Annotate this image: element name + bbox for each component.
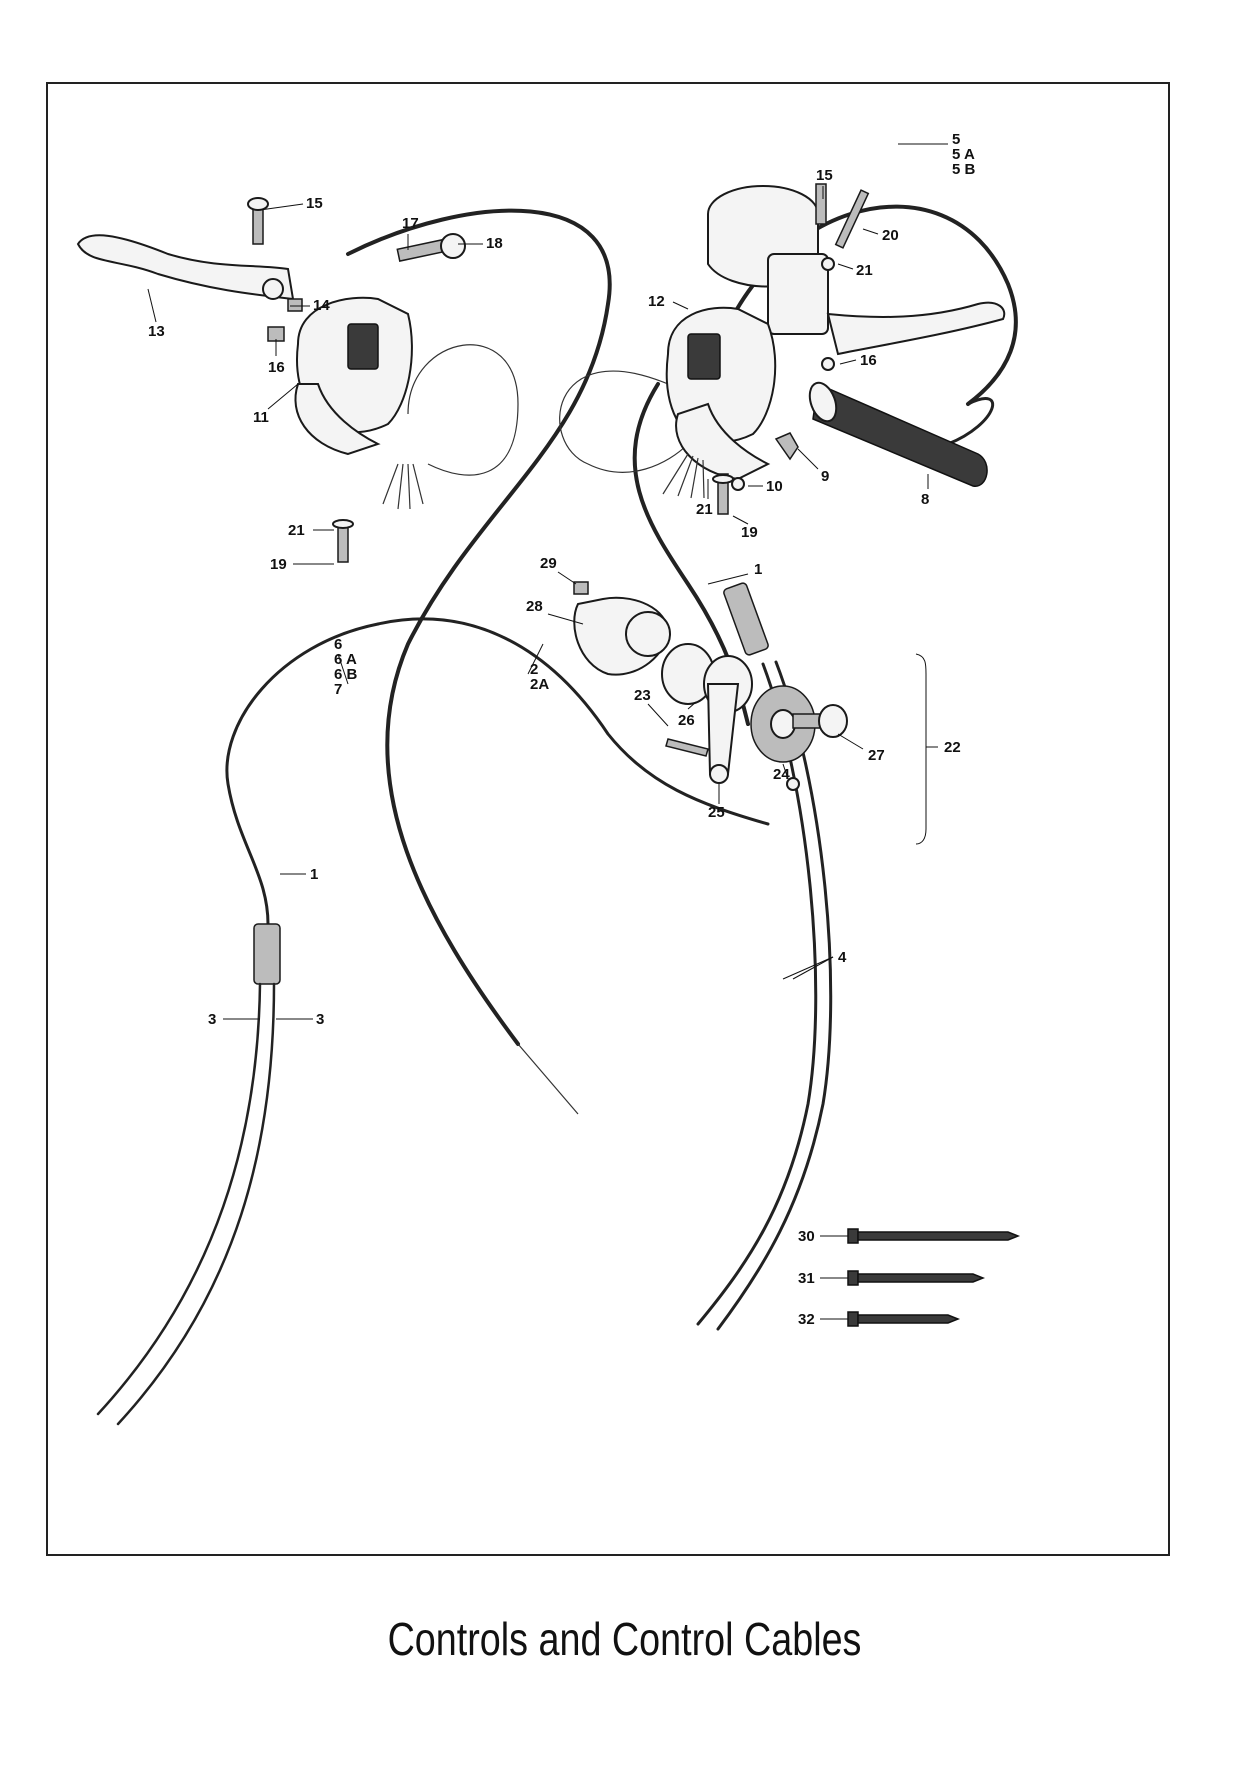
cable-tie-30 — [848, 1229, 1018, 1243]
callout-line: 18 — [486, 235, 503, 252]
callout-line: 11 — [253, 409, 269, 426]
callout-c6 — [334, 636, 358, 698]
callout-c3a — [208, 1011, 216, 1028]
callout-c16a — [268, 359, 285, 376]
callout-line: 5 — [952, 131, 961, 148]
cable-ties — [848, 1229, 1018, 1326]
callout-line: 2A — [530, 676, 550, 693]
callout-line: 21 — [696, 501, 713, 518]
cable-3-right — [118, 984, 274, 1424]
callout-line: 2 — [530, 661, 539, 678]
callout-c29 — [540, 555, 557, 572]
callout-c5 — [952, 131, 976, 178]
callout-line: 21 — [856, 262, 873, 279]
lever-25-end — [710, 765, 728, 783]
right-handlebar-control — [663, 184, 1004, 514]
callout-c1a — [754, 561, 762, 578]
callout-c4 — [838, 949, 847, 966]
callout-c12 — [648, 293, 665, 310]
right-wire-ends — [663, 454, 704, 498]
exploded-parts-diagram — [48, 84, 1168, 1554]
washer-16-right — [822, 358, 834, 370]
retainer-10 — [732, 478, 744, 490]
lever-25 — [708, 684, 738, 774]
callout-c10 — [766, 478, 783, 495]
callout-c8 — [921, 491, 929, 508]
callout-c17 — [402, 215, 419, 232]
callout-line: 19 — [270, 556, 287, 573]
callout-line: 30 — [798, 1228, 815, 1245]
left-wire-ends — [383, 464, 423, 509]
callout-line: 12 — [648, 293, 665, 310]
callout-line: 3 — [208, 1011, 217, 1028]
washer-16-left — [268, 327, 284, 341]
cable-3-left — [98, 984, 260, 1414]
callout-line: 15 — [816, 167, 833, 184]
pivot-bolt-head — [248, 198, 268, 210]
callout-line: 14 — [313, 297, 330, 314]
callout-c15a — [306, 195, 323, 212]
callout-line: 6 B — [334, 666, 358, 683]
callout-line: 7 — [334, 681, 343, 698]
bracket-22 — [916, 654, 926, 844]
screw-19-left — [338, 524, 348, 562]
nipple-23 — [666, 739, 708, 756]
callout-c19b — [741, 524, 758, 541]
washer-21-right-top — [822, 258, 834, 270]
callout-line: 5 B — [952, 161, 976, 178]
callout-c26 — [678, 712, 695, 729]
callout-c16b — [860, 352, 877, 369]
callout-line: 16 — [268, 359, 285, 376]
callout-line: 8 — [921, 491, 930, 508]
callout-line: 26 — [678, 712, 695, 729]
callout-c30 — [798, 1228, 815, 1245]
cable-group — [98, 207, 1016, 1424]
spring-washer-24-center — [771, 710, 795, 738]
diagram-frame — [46, 82, 1170, 1556]
locknut-18 — [441, 234, 465, 258]
callout-c25 — [708, 804, 725, 821]
callout-c21b — [856, 262, 873, 279]
brake-lever — [828, 303, 1004, 354]
callout-c23 — [634, 687, 651, 704]
callout-line: 27 — [868, 747, 885, 764]
callout-line: 19 — [741, 524, 758, 541]
callout-c22 — [944, 739, 961, 756]
cable-adjuster-1-right — [723, 582, 769, 656]
callout-line: 20 — [882, 227, 899, 244]
callout-line: 6 A — [334, 651, 357, 668]
callout-line: 29 — [540, 555, 557, 572]
lever-pivot — [263, 279, 283, 299]
callout-line: 23 — [634, 687, 651, 704]
callout-line: 10 — [766, 478, 783, 495]
callout-c1b — [310, 866, 318, 883]
callout-c24 — [773, 766, 790, 783]
callout-line: 6 — [334, 636, 343, 653]
callout-c21c — [696, 501, 713, 518]
callout-line: 4 — [838, 949, 847, 966]
throttle-grip-8 — [805, 379, 987, 486]
callout-line: 1 — [754, 561, 763, 578]
callout-c9 — [821, 468, 829, 485]
callout-line: 17 — [402, 215, 419, 232]
callout-line: 25 — [708, 804, 725, 821]
callout-c31 — [798, 1270, 815, 1287]
cable-tie-31 — [848, 1271, 983, 1285]
clutch-lever-13 — [78, 235, 293, 299]
callout-line: 32 — [798, 1311, 815, 1328]
callout-line: 28 — [526, 598, 543, 615]
right-switch-button — [688, 334, 720, 379]
callout-line: 1 — [310, 866, 319, 883]
clip-9 — [776, 433, 798, 459]
callout-line: 9 — [821, 468, 830, 485]
callout-c20 — [882, 227, 899, 244]
callout-line: 5 A — [952, 146, 975, 163]
washer-21-left — [333, 520, 353, 528]
callout-labels — [148, 131, 976, 1328]
brake-cable-end — [948, 399, 993, 444]
callout-c28 — [526, 598, 543, 615]
master-cylinder-block — [768, 254, 828, 334]
left-handlebar-control — [78, 198, 465, 562]
callout-line: 22 — [944, 739, 961, 756]
callout-c27 — [868, 747, 885, 764]
pivot-bolt-15-right — [816, 184, 826, 224]
callout-line: 31 — [798, 1270, 815, 1287]
callout-line: 24 — [773, 766, 790, 783]
callout-c11 — [253, 409, 269, 426]
nut-14 — [288, 299, 302, 311]
left-switch-wiring — [408, 345, 518, 475]
page-caption: Controls and Control Cables — [387, 1613, 862, 1665]
left-switch-button — [348, 324, 378, 369]
callout-line: 16 — [860, 352, 877, 369]
cable-adjuster-1-left — [254, 924, 280, 984]
callout-c13 — [148, 323, 165, 340]
callout-c32 — [798, 1311, 815, 1328]
callout-line: 13 — [148, 323, 165, 340]
clutch-cable-inner — [518, 1044, 578, 1114]
callout-c19a — [270, 556, 287, 573]
callout-c18 — [486, 235, 503, 252]
clamp-28-boss — [626, 612, 670, 656]
callout-c3b — [316, 1011, 324, 1028]
callout-line: 15 — [306, 195, 323, 212]
screw-27-head — [819, 705, 847, 737]
washer-21-right — [713, 475, 733, 483]
cable-tie-32 — [848, 1312, 958, 1326]
callout-c15b — [816, 167, 833, 184]
callout-line: 3 — [316, 1011, 325, 1028]
callout-line: 21 — [288, 522, 305, 539]
callout-c14 — [313, 297, 330, 314]
callout-c21a — [288, 522, 305, 539]
